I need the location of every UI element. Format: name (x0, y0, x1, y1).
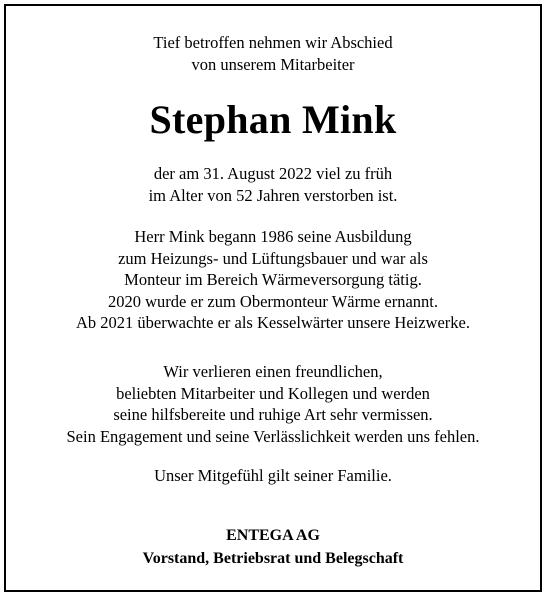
career-line: zum Heizungs- und Lüftungsbauer und war als (118, 248, 428, 268)
death-line: der am 31. August 2022 viel zu früh (153, 164, 393, 183)
tribute-line: Sein Engagement und seine Verlässlichkeit werden uns fehlen. (66, 426, 480, 446)
sympathy-line: Unser Mitgefühl gilt seiner Familie. (154, 466, 392, 485)
signature-block (6, 524, 540, 570)
career-line: Ab 2021 überwachte er als Kesselwärter unsere Heizwerke. (76, 313, 470, 332)
career-line: 2020 wurde er zum Obermonteur Wärme ernannt. (107, 291, 439, 311)
deceased-name: Stephan Mink (149, 97, 397, 142)
intro-text (6, 32, 540, 75)
tribute-line: beliebten Mitarbeiter und Kollegen und werden (116, 383, 430, 403)
career-line: Monteur im Bereich Wärmeversorgung tätig. (124, 270, 422, 289)
intro-line: von unserem Mitarbeiter (191, 54, 355, 74)
tribute-line: Wir verlieren einen freundlichen, (163, 362, 383, 381)
career-paragraph (6, 226, 540, 334)
sympathy-text (6, 465, 540, 487)
death-line: im Alter von 52 Jahren verstorben ist. (148, 185, 398, 205)
death-details (6, 163, 540, 206)
intro-line: Tief betroffen nehmen wir Abschied (153, 33, 393, 52)
signatory-groups: Vorstand, Betriebsrat und Belegschaft (142, 550, 404, 567)
tribute-line: seine hilfsbereite und ruhige Art sehr vermissen. (113, 405, 433, 424)
tribute-paragraph (6, 361, 540, 447)
career-line: Herr Mink begann 1986 seine Ausbildung (134, 227, 412, 246)
company-name: ENTEGA AG (226, 527, 320, 544)
